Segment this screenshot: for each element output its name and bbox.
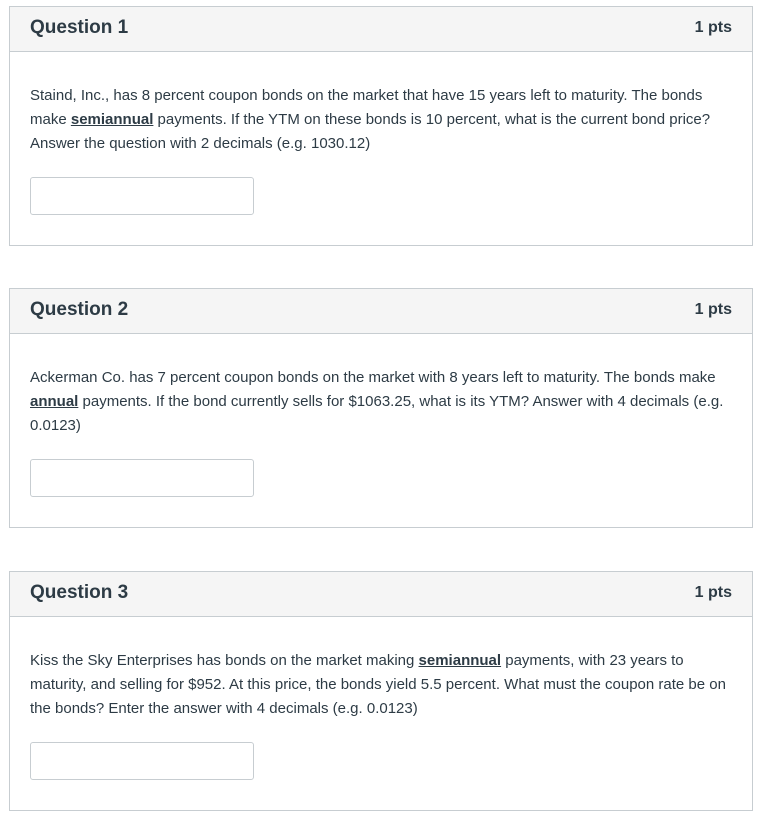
question-title: Question 1	[30, 17, 129, 38]
question-card-1	[9, 6, 753, 246]
question-text-before: Kiss the Sky Enterprises has bonds on the market making	[30, 652, 419, 669]
question-text-after: payments. If the YTM on these bonds is 10 percent, what is the current bond price? Answer the question with 2 decimals (e.g. 1030.12)	[30, 111, 711, 152]
question-text	[30, 84, 730, 156]
question-text-before: Ackerman Co. has 7 percent coupon bonds on the market with 8 years left to maturity. The bonds make	[30, 369, 716, 386]
question-text-emphasis: semiannual	[418, 652, 502, 669]
question-text	[30, 366, 730, 438]
question-points: 1 pts	[694, 301, 732, 318]
question-text-emphasis: semiannual	[70, 111, 154, 128]
question-header	[10, 7, 752, 52]
question-title: Question 2	[30, 299, 129, 320]
answer-input[interactable]	[30, 177, 254, 215]
question-card-3	[9, 571, 753, 811]
question-card-2	[9, 288, 753, 528]
answer-input[interactable]	[30, 742, 254, 780]
question-header	[10, 572, 752, 617]
question-text-emphasis: annual	[30, 393, 79, 410]
question-text-after: payments, with 23 years to maturity, and selling for $952. At this price, the bonds yield 5.5 percent. What must the coupon rate be on the bonds? Enter the answer with 4 decimals (e.g. 0.0123)	[30, 652, 726, 717]
answer-input[interactable]	[30, 459, 254, 497]
question-text-after: payments. If the bond currently sells for $1063.25, what is its YTM? Answer with 4 decimals (e.g. 0.0123)	[30, 393, 724, 434]
question-header	[10, 289, 752, 334]
question-text	[30, 649, 730, 721]
question-points: 1 pts	[694, 19, 732, 36]
question-points: 1 pts	[694, 584, 732, 601]
question-text-before: Staind, Inc., has 8 percent coupon bonds on the market that have 15 years left to maturity. The bonds make	[30, 87, 703, 128]
question-title: Question 3	[30, 582, 129, 603]
